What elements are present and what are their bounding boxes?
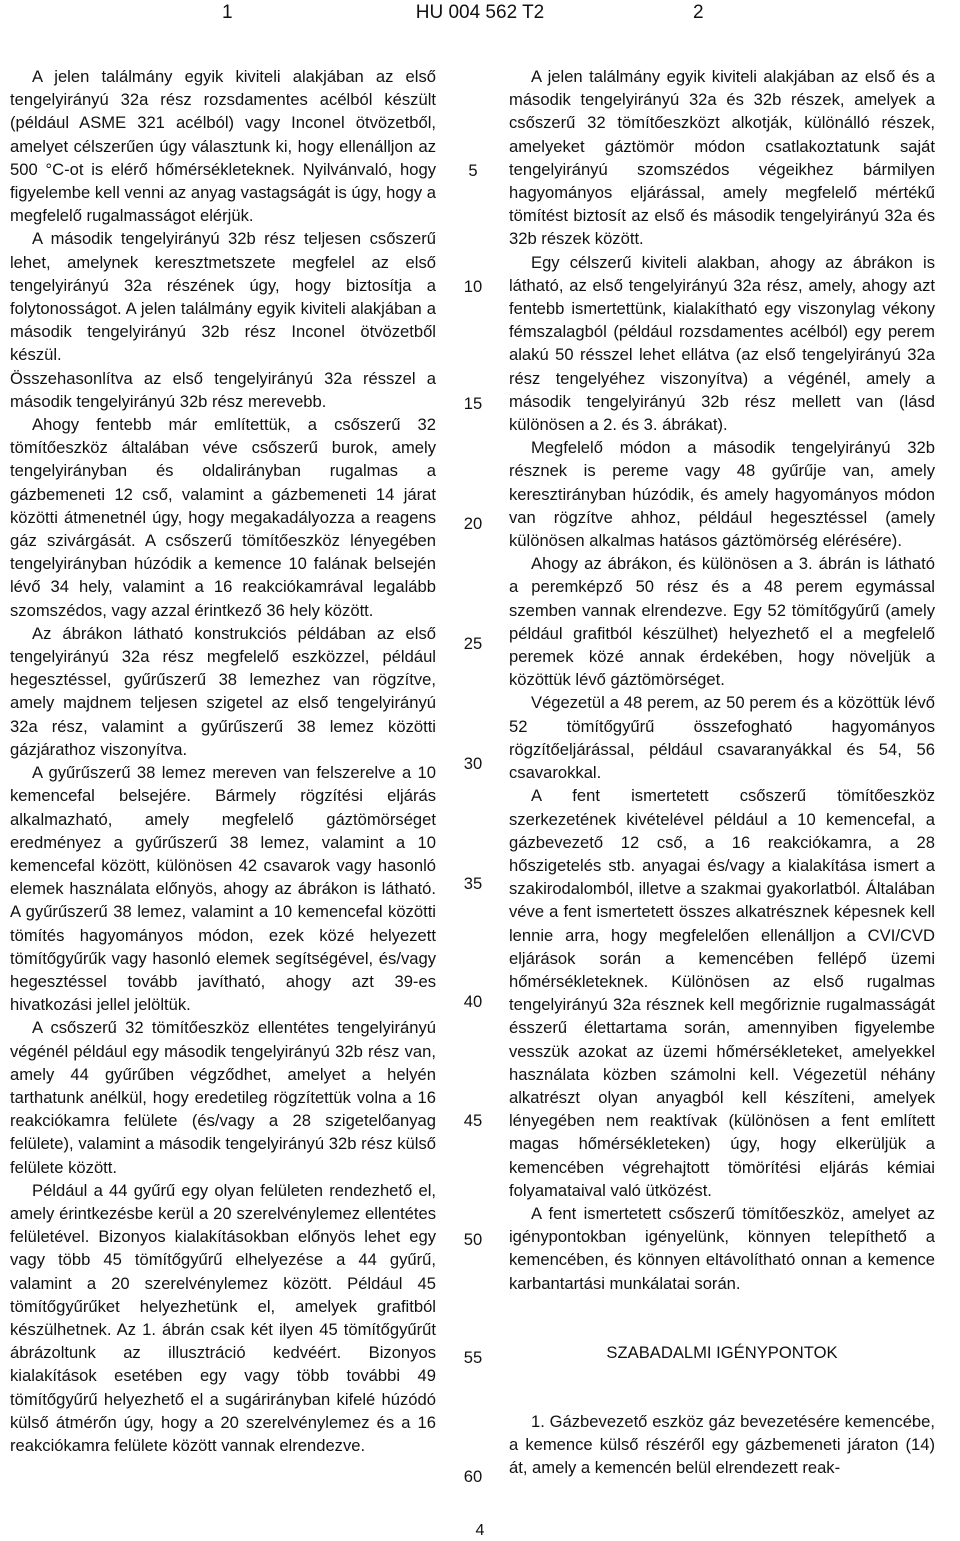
line-number: 45 xyxy=(463,1111,483,1130)
paragraph: Egy célszerű kiviteli alakban, ahogy az ábrákon is látható, az első tengelyirányú 32a rész, amely, ahogy azt fentebb ismertettünk, kialakítható egy viszonylag vékony fémszalagból (például rozsdamentes acélból) egy perem alakú 50 résszel lehet ellátva (az első tengelyirányú 32a rész tengelyéhez viszonyítva) a végénél, amely a második tengelyirányú 32b rész mellett van (lásd különösen a 2. és 3. ábrákat). xyxy=(509,252,935,435)
paragraph: A fent ismertetett csőszerű tömítőeszköz, amelyet az igénypontokban igényelünk, könnyen telepíthető a kemencében, és könnyen eltávolítható onnan a kemence karbantartási munkálatai során. xyxy=(509,1203,935,1293)
footer-page-number: 4 xyxy=(475,1522,485,1539)
line-number: 30 xyxy=(463,754,483,773)
paragraph: Például a 44 gyűrű egy olyan felületen rendezhető el, amely érintkezésbe kerül a 20 szerelvénylemez ellentétes felületével. Bizonyos kialakításokban előnyös lehet egy vagy több 45 tömítőgyűrű elhelyezése a 44 gyűrű, valamint a 20 szerelvénylemez között. Például 45 tömítőgyűrűket helyezhetünk el, amelyek grafitból készülhetnek. Az 1. ábrán csak két ilyen 45 tömítőgyűrűt ábrázoltunk az illusztráció kedvéért. Bizonyos kialakítások esetében egy vagy több további 49 tömítőgyűrű helyezhető el a sugárirányban kifelé húzódó külső átmérőn úgy, hogy a 20 szerelvénylemez és a 16 reakciókamra felülete között vannak elrendezve. xyxy=(10,1180,436,1455)
line-number: 10 xyxy=(463,277,483,296)
paragraph: A második tengelyirányú 32b rész teljesen csőszerű lehet, amelynek keresztmetszete megfelel az első tengelyirányú 32a részének úgy, hogy biztosítja a folytonosságot. A jelen találmány egyik kiviteli alakjában a második tengelyirányú 32b rész Inconel ötvözetből készül. xyxy=(10,229,436,365)
paragraph: A fent ismertetett csőszerű tömítőeszköz szerkezetének kivételével például a 10 kemencefal, a gázbevezető 12 cső, a 16 reakciókamra, a 28 hőszigetelés stb. anyagai és/vagy a kialakítása ismert a szakirodalomból, illetve a szakmai gyakorlatból. Általában véve a fent ismertetett összes alkatrésznek képesnek kell lennie arra, hogy megfelelően ellenálljon a CVI/CVD eljárások során a kemencében fellépő üzemi hőmérsékleteknek. Különösen az első rugalmas tengelyirányú 32a résznek kell megőriznie rugalmasságát ésszerű élettartama során, amennyiben figyelembe vesszük azokat az üzemi hőmérsékleteket, amelyekkel használata közben számolni kell. Végezetül néhány alkatrészt olyan anyagból kell készíteni, amelyek lényegében nem reaktívak (különösen a fent említett magas hőmérsékleteken) úgy, hogy elkerüljük a kemencében végrehajtott tömörítési eljárás kémiai folyamataival való ütközést. xyxy=(509,786,935,1200)
paragraph: Az ábrákon látható konstrukciós példában az első tengelyirányú 32a rész megfelelő eszközzel, például hegesztéssel, gyűrűszerű 38 lemezhez van rögzítve, amely majdnem teljesen szigetel az első tengelyirányú 32a rész, valamint a gyűrűszerű 38 lemez közötti gázjárathoz viszonyítva. xyxy=(10,623,436,759)
page-number-left: 1 xyxy=(222,2,233,23)
line-number: 5 xyxy=(468,161,478,180)
paragraph: Ahogy fentebb már említettük, a csőszerű 32 tömítőeszköz általában véve csőszerű burok, amely tengelyirányban és oldalirányban rugalmas a gázbemeneti 12 cső, valamint a gázbemeneti 14 járat közötti átmenetnél úgy, hogy megakadályozza a reagens gáz szivárgását. A csőszerű tömítőeszköz lényegében tengelyirányban húzódik a kemence 10 falának belsején lévő 34 hely, valamint a 16 reakciókamrával legalább szomszédos, vagy azzal érintkező 36 hely között. xyxy=(10,415,436,620)
paragraph: Végezetül a 48 perem, az 50 perem és a közöttük lévő 52 tömítőgyűrű összefogható hagyományos rögzítőeljárással, például csavaranyákkal és 54, 56 csavarokkal. xyxy=(509,693,935,783)
paragraph: A jelen találmány egyik kiviteli alakjában az első és a második tengelyirányú 32a és 32b részek, amelyek a csőszerű 32 tömítőeszközt alkotják, különálló részek, amelyeket gáztömör módon csatlakoztatunk saját tengelyirányú szomszédos végeikhez bármilyen hagyományos eljárással, amely megfelelő mértékű tömítést biztosít az első és második tengelyirányú 32a és 32b részek között. xyxy=(509,67,935,249)
claim-paragraph: 1. Gázbevezető eszköz gáz bevezetésére kemencébe, a kemence külső részéről egy gázbemeneti járaton (14) át, amely a kemencén belül elrendezett reak- xyxy=(509,1411,935,1478)
line-number: 35 xyxy=(463,874,483,893)
line-number: 25 xyxy=(463,634,483,653)
line-number: 15 xyxy=(463,394,483,413)
paragraph: Összehasonlítva az első tengelyirányú 32a résszel a második tengelyirányú 32b rész merevebb. xyxy=(10,368,436,411)
document-id: HU 004 562 T2 xyxy=(415,2,545,23)
paragraph: A jelen találmány egyik kiviteli alakjában az első tengelyirányú 32a rész rozsdamentes acélból készült (például ASME 321 acélból) vagy Inconel ötvözetből, amelyet célszerűen úgy választunk ki, hogy ellenálljon az 500 °C-ot is elérő hőmérsékleteknek. Nyilvánvaló, hogy figyelembe kell venni az anyag vastagságát is úgy, hogy a megfelelő rugalmasságot elérjük. xyxy=(10,67,436,226)
claims-heading: SZABADALMI IGÉNYPONTOK xyxy=(606,1342,838,1362)
page-number-right: 2 xyxy=(693,2,704,23)
paragraph: Megfelelő módon a második tengelyirányú 32b résznek is pereme vagy 48 gyűrűje van, amely keresztirányban húzódik, és amely hagyományos módon van rögzítve ahhoz, például hegesztéssel (amely különösen alkalmas hatásos gáztömörség elérésére). xyxy=(509,438,935,551)
line-number: 55 xyxy=(463,1348,483,1367)
line-number: 50 xyxy=(463,1230,483,1249)
line-number: 60 xyxy=(463,1467,483,1486)
paragraph: A csőszerű 32 tömítőeszköz ellentétes tengelyirányú végénél például egy második tengelyirányú 32b rész van, amely 44 gyűrűben végződhet, amelyet a helyén tarthatunk anélkül, hogy eredetileg rögzítettük volna a 16 reakciókamra felülete (és/vagy a 28 szigetelőanyag felülete), valamint a második tengelyirányú 32b rész külső felülete között. xyxy=(10,1018,436,1177)
line-number: 40 xyxy=(463,992,483,1011)
right-text-column xyxy=(509,65,935,1480)
paragraph: A gyűrűszerű 38 lemez mereven van felszerelve a 10 kemencefal belsejére. Bármely rögzítési eljárás alkalmazható, amely megfelelő gáztömörséget eredményez a gyűrűszerű 38 lemez, valamint a 10 kemencefal között, különösen 42 csavarok vagy hasonló elemek használata előnyös, ahogy az ábrákon is látható. A gyűrűszerű 38 lemez, valamint a 10 kemencefal közötti tömítés hagyományos módon, ezek közé helyezett tömítőgyűrűk vagy hasonló elemek segítségével, és/vagy hegesztéssel tovább javítható, ahogy azt 39-es hivatkozási jellel jelöltük. xyxy=(10,763,436,1015)
line-number: 20 xyxy=(463,514,483,533)
paragraph: Ahogy az ábrákon, és különösen a 3. ábrán is látható a peremképző 50 rész és a 48 perem egymással szemben vannak elrendezve. Egy 52 tömítőgyűrű (amely például grafitból készülhet) helyezhető el a megfelelő peremek közé annak érdekében, hogy növeljük a közöttük lévő gáztömörséget. xyxy=(509,554,935,690)
left-text-column xyxy=(10,65,436,1457)
